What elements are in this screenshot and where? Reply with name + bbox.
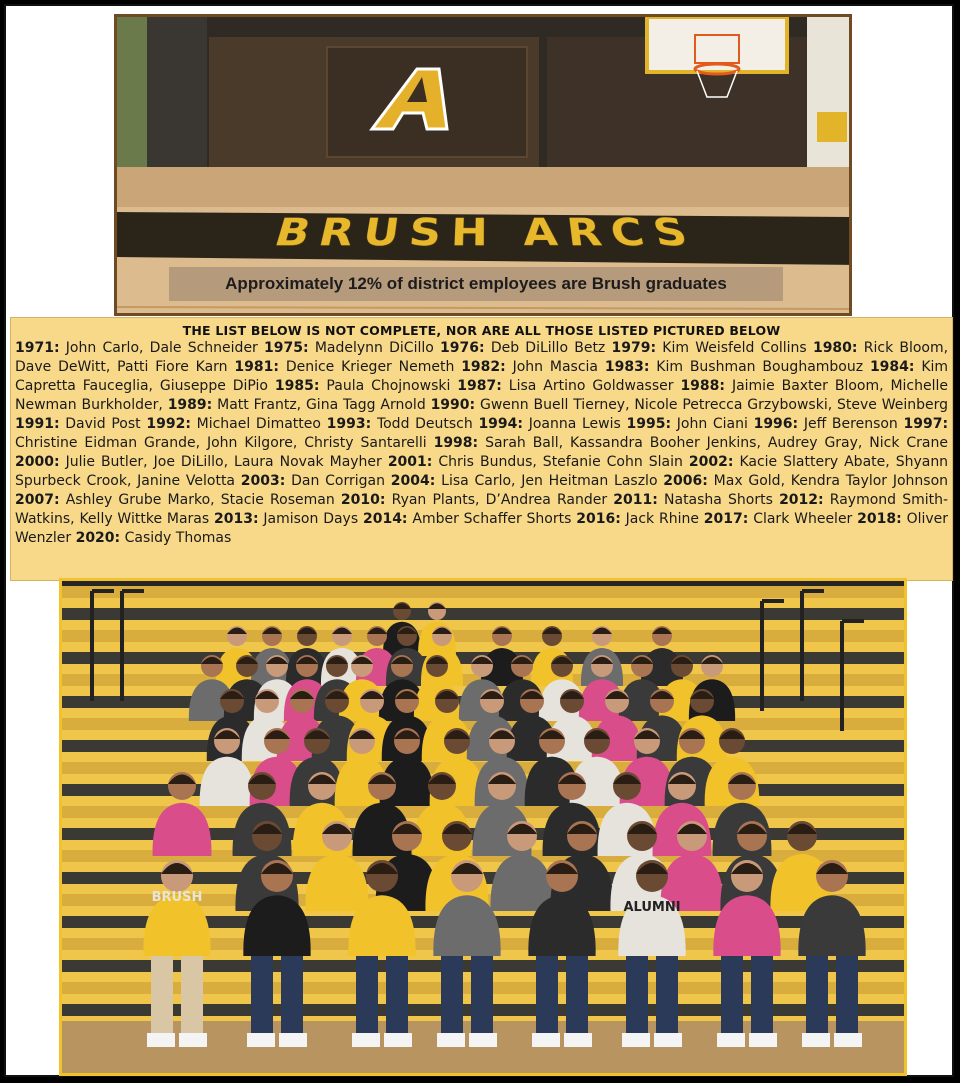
list-names: Lisa Carlo, Jen Heitman Laszlo [441, 473, 658, 489]
list-names: Jeff Berenson [803, 416, 898, 432]
list-names: Kim Capretta Fauceglia, Giuseppe DiPio [15, 359, 949, 394]
list-year: 1991: [15, 416, 60, 432]
list-names: Madelynn DiCillo [314, 340, 434, 356]
list-year: 2017: [703, 511, 749, 527]
list-year: 1990: [430, 397, 476, 413]
list-names: Deb DiLillo Betz [490, 340, 606, 356]
list-names: John Carlo, Dale Schneider [65, 340, 258, 356]
list-names: Jamison Days [263, 511, 359, 527]
list-names: Chris Bundus, Stefanie Cohn Slain [438, 454, 683, 470]
graduates-list-panel [10, 317, 953, 581]
list-year: 1971: [15, 340, 60, 356]
list-names: Christine Eidman Grande, John Kilgore, Christy Santarelli [15, 435, 427, 451]
list-names: Raymond Smith-Watkins, Kelly Wittke Maras [15, 492, 949, 527]
list-year: 1987: [457, 378, 502, 394]
page-frame [4, 4, 954, 1077]
list-year: 2010: [340, 492, 386, 508]
list-year: 1983: [604, 359, 650, 375]
list-names: Kim Bushman Boughambouz [656, 359, 864, 375]
group-illustration [62, 581, 907, 1076]
list-year: 1994: [478, 416, 524, 432]
list-names: Joanna Lewis [528, 416, 621, 432]
photo-caption: Approximately 12% of district employees are Brush graduates [169, 267, 783, 301]
list-year: 1984: [869, 359, 915, 375]
list-names: Ashley Grube Marko, Stacie Roseman [65, 492, 335, 508]
list-year: 1980: [812, 340, 858, 356]
list-names: Todd Deutsch [376, 416, 473, 432]
group-photo [59, 578, 907, 1076]
list-names: Clark Wheeler [753, 511, 853, 527]
list-year: 1993: [326, 416, 372, 432]
list-year: 2012: [779, 492, 824, 508]
list-heading: THE LIST BELOW IS NOT COMPLETE, NOR ARE ALL THOSE LISTED PICTURED BELOW [182, 323, 781, 338]
list-names: David Post [65, 416, 141, 432]
list-year: 1992: [146, 416, 191, 432]
list-names: Gwenn Buell Tierney, Nicole Petrecca Grzybowski, Steve Weinberg [479, 397, 949, 413]
list-year: 1976: [440, 340, 485, 356]
list-year: 2011: [613, 492, 658, 508]
list-names: John Mascia [512, 359, 599, 375]
graduates-list [15, 339, 948, 548]
list-year: 1981: [234, 359, 279, 375]
shirt-text-alumni: ALUMNI [623, 900, 681, 915]
shirt-text-brush: BRUSH [151, 890, 203, 905]
list-names: Jaimie Baxter Bloom, Michelle Newman Burkholder, [15, 378, 949, 413]
list-names: Paula Chojnowski [326, 378, 451, 394]
list-year: 1995: [626, 416, 672, 432]
list-year: 1998: [433, 435, 479, 451]
list-year: 1996: [753, 416, 799, 432]
list-year: 1975: [264, 340, 309, 356]
list-names: Rick Bloom, Dave DeWitt, Patti Fiore Karn [15, 340, 949, 375]
list-year: 2002: [688, 454, 734, 470]
list-year: 2000: [15, 454, 60, 470]
list-year: 1985: [274, 378, 320, 394]
gym-photo [114, 14, 852, 316]
list-names: Max Gold, Kendra Taylor Johnson [713, 473, 949, 489]
list-names: Denice Krieger Nemeth [285, 359, 455, 375]
list-year: 2020: [75, 530, 121, 546]
list-year: 2007: [15, 492, 60, 508]
list-names: Jack Rhine [625, 511, 699, 527]
list-names: Matt Frantz, Gina Tagg Arnold [217, 397, 426, 413]
list-names: Natasha Shorts [664, 492, 773, 508]
list-names: Amber Schaffer Shorts [412, 511, 572, 527]
list-names: Kacie Slattery Abate, Shyann Spurbeck Crook, Janine Velotta [15, 454, 949, 489]
list-names: Michael Dimatteo [196, 416, 321, 432]
list-year: 2016: [576, 511, 621, 527]
list-names: Oliver Wenzler [15, 511, 949, 546]
list-year: 1997: [903, 416, 949, 432]
list-year: 2014: [362, 511, 408, 527]
list-year: 2003: [240, 473, 286, 489]
floor-lettering: BRUSH ARCS [269, 211, 703, 256]
list-year: 1988: [680, 378, 726, 394]
list-year: 2004: [390, 473, 436, 489]
list-year: 2006: [663, 473, 708, 489]
list-names: Dan Corrigan [291, 473, 385, 489]
list-names: Sarah Ball, Kassandra Booher Jenkins, Audrey Gray, Nick Crane [485, 435, 948, 451]
list-year: 1982: [461, 359, 506, 375]
list-year: 1989: [167, 397, 213, 413]
list-year: 2013: [214, 511, 259, 527]
list-names: John Ciani [676, 416, 748, 432]
list-names: Ryan Plants, D’Andrea Rander [391, 492, 608, 508]
list-names: Julie Butler, Joe DiLillo, Laura Novak Mayher [65, 454, 382, 470]
list-year: 2018: [857, 511, 902, 527]
list-year: 2001: [387, 454, 433, 470]
list-names: Lisa Artino Goldwasser [508, 378, 674, 394]
list-year: 1979: [611, 340, 657, 356]
list-names: Kim Weisfeld Collins [662, 340, 807, 356]
list-names: Casidy Thomas [124, 530, 232, 546]
